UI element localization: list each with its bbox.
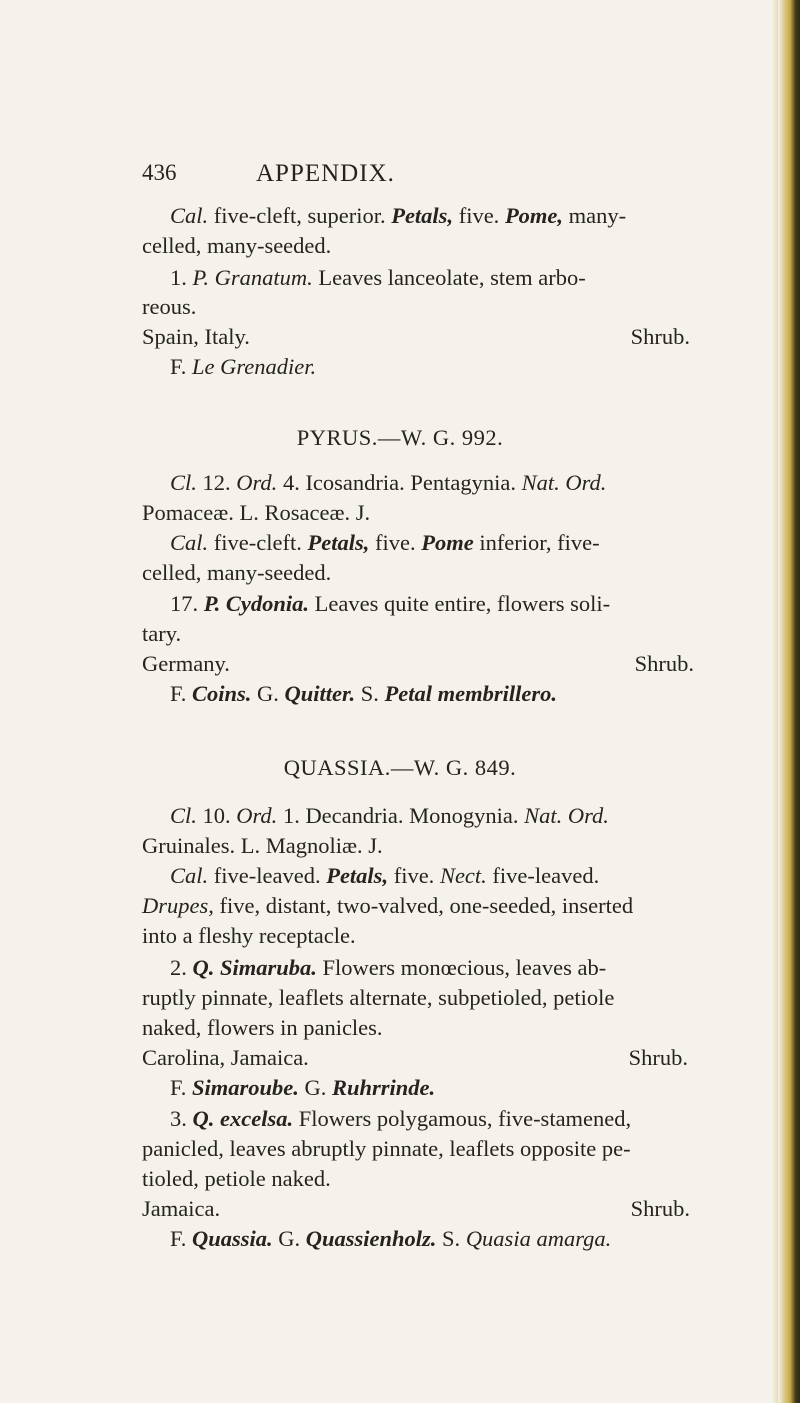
cal-label: Cal. bbox=[170, 530, 209, 555]
pome-label: Pome bbox=[421, 530, 474, 555]
species-number: 3. bbox=[170, 1106, 187, 1131]
german-label: G. bbox=[304, 1075, 327, 1100]
pyrus-cal-line bbox=[170, 528, 600, 558]
petals-label: Petals, bbox=[391, 203, 454, 228]
order-number: 4. bbox=[282, 470, 300, 495]
nect-label: Nect. bbox=[439, 863, 487, 888]
species-name: excelsa. bbox=[220, 1106, 294, 1131]
excelsa-common-names bbox=[170, 1224, 611, 1254]
class-number: 10. bbox=[202, 803, 231, 828]
pome-text: many- bbox=[568, 203, 627, 228]
pome-text: inferior, five- bbox=[479, 530, 600, 555]
granatum-habitat: Spain, Italy. bbox=[142, 324, 250, 349]
excelsa-desc-line2: panicled, leaves abruptly pinnate, leaflets opposite pe- bbox=[142, 1136, 631, 1161]
natural-order-label: Nat. Ord. bbox=[521, 470, 607, 495]
german-name: Quassienholz. bbox=[305, 1226, 437, 1251]
pyrus-habit: Shrub. bbox=[634, 651, 694, 676]
spanish-label: S. bbox=[360, 681, 379, 706]
species-description: Flowers polygamous, five-stamened, bbox=[298, 1106, 632, 1131]
simaruba-desc-line2: ruptly pinnate, leaflets alternate, subpetioled, petiole bbox=[142, 985, 615, 1010]
petals-text: five. bbox=[374, 530, 416, 555]
french-label: F. bbox=[170, 354, 187, 379]
species-number: 17. bbox=[170, 591, 199, 616]
pyrus-common-names bbox=[170, 679, 557, 709]
granatum-species-line2: reous. bbox=[142, 294, 197, 319]
excelsa-desc-line3: tioled, petiole naked. bbox=[142, 1166, 331, 1191]
petals-text: five. bbox=[393, 863, 435, 888]
pome-label: Pome, bbox=[504, 203, 564, 228]
pyrus-line2: Pomaceæ. L. Rosaceæ. J. bbox=[142, 500, 371, 525]
cal-label: Cal. bbox=[170, 863, 209, 888]
cal-text: five-cleft. bbox=[213, 530, 302, 555]
pyrus-species-line2: tary. bbox=[142, 621, 182, 646]
species-number: 2. bbox=[170, 955, 187, 980]
cal-text: five-cleft, superior. bbox=[213, 203, 386, 228]
simaruba-habit: Shrub. bbox=[628, 1045, 688, 1070]
quassia-cal-line bbox=[170, 861, 599, 891]
french-name: Quassia. bbox=[191, 1226, 273, 1251]
species-name: Simaruba. bbox=[220, 955, 317, 980]
class-label: Cl. bbox=[170, 803, 197, 828]
granatum-cal-line bbox=[170, 201, 626, 231]
french-name: Coins. bbox=[191, 681, 252, 706]
simaruba-common-names bbox=[170, 1073, 435, 1103]
order-label: Ord. bbox=[236, 803, 278, 828]
species-genus: P. bbox=[203, 591, 221, 616]
class-number: 12. bbox=[202, 470, 231, 495]
pyrus-heading: PYRUS.—W. G. 992. bbox=[296, 425, 504, 450]
simaruba-desc-line3: naked, flowers in panicles. bbox=[142, 1015, 383, 1040]
pyrus-habitat: Germany. bbox=[142, 651, 230, 676]
petals-text: five. bbox=[458, 203, 500, 228]
simaruba-habitat: Carolina, Jamaica. bbox=[142, 1045, 309, 1070]
petals-label: Petals, bbox=[326, 863, 389, 888]
drupes-label: Drupes, bbox=[142, 893, 214, 918]
running-title: APPENDIX. bbox=[256, 160, 395, 187]
spanish-name: Petal membrillero. bbox=[384, 681, 558, 706]
book-spine-edge bbox=[778, 0, 800, 1403]
pyrus-line4: celled, many-seeded. bbox=[142, 560, 332, 585]
excelsa-habitat: Jamaica. bbox=[142, 1196, 221, 1221]
class-text: Icosandria. Pentagynia. bbox=[305, 470, 516, 495]
quassia-line2: Gruinales. L. Magnoliæ. J. bbox=[142, 833, 383, 858]
french-label: F. bbox=[170, 1226, 187, 1251]
excelsa-habit: Shrub. bbox=[630, 1196, 690, 1221]
order-label: Ord. bbox=[236, 470, 278, 495]
german-label: G. bbox=[257, 681, 279, 706]
french-name: Simaroube. bbox=[191, 1075, 299, 1100]
species-number: 1. bbox=[170, 265, 187, 290]
french-label: F. bbox=[170, 681, 187, 706]
quassia-heading: QUASSIA.—W. G. 849. bbox=[283, 755, 517, 780]
species-description: Leaves lanceolate, stem arbo- bbox=[318, 265, 586, 290]
class-label: Cl. bbox=[170, 470, 197, 495]
cal-text: five-leaved. bbox=[213, 863, 321, 888]
french-name: Le Grenadier. bbox=[191, 354, 317, 379]
natural-order-label: Nat. Ord. bbox=[524, 803, 609, 828]
species-genus: Q. bbox=[192, 1106, 215, 1131]
species-name: Granatum. bbox=[214, 265, 313, 290]
pyrus-class-line bbox=[170, 468, 606, 498]
pyrus-species-line bbox=[170, 589, 610, 619]
quassia-drupes-line bbox=[142, 891, 633, 921]
german-label: G. bbox=[278, 1226, 301, 1251]
class-text: Decandria. Monogynia. bbox=[305, 803, 519, 828]
nect-text: five-leaved. bbox=[492, 863, 600, 888]
granatum-french-name bbox=[170, 352, 316, 382]
granatum-habit: Shrub. bbox=[630, 324, 690, 349]
page-number: 436 bbox=[142, 160, 177, 185]
order-number: 1. bbox=[282, 803, 300, 828]
excelsa-species-line bbox=[170, 1104, 631, 1134]
quassia-line5: into a fleshy receptacle. bbox=[142, 923, 356, 948]
species-name: Cydonia. bbox=[225, 591, 309, 616]
species-genus: P. bbox=[192, 265, 209, 290]
granatum-line2: celled, many-seeded. bbox=[142, 233, 332, 258]
spanish-label: S. bbox=[442, 1226, 461, 1251]
german-name: Quitter. bbox=[284, 681, 356, 706]
petals-label: Petals, bbox=[307, 530, 370, 555]
page-header bbox=[142, 160, 742, 200]
quassia-class-line bbox=[170, 801, 609, 831]
species-genus: Q. bbox=[192, 955, 215, 980]
drupes-text: five, distant, two-valved, one-seeded, inserted bbox=[219, 893, 634, 918]
german-name: Ruhrrinde. bbox=[332, 1075, 436, 1100]
french-label: F. bbox=[170, 1075, 187, 1100]
granatum-species-line bbox=[170, 263, 586, 293]
spanish-name: Quasia amarga. bbox=[465, 1226, 612, 1251]
cal-label: Cal. bbox=[170, 203, 209, 228]
simaruba-species-line bbox=[170, 953, 606, 983]
species-description: Leaves quite entire, flowers soli- bbox=[314, 591, 611, 616]
species-description: Flowers monœcious, leaves ab- bbox=[322, 955, 607, 980]
